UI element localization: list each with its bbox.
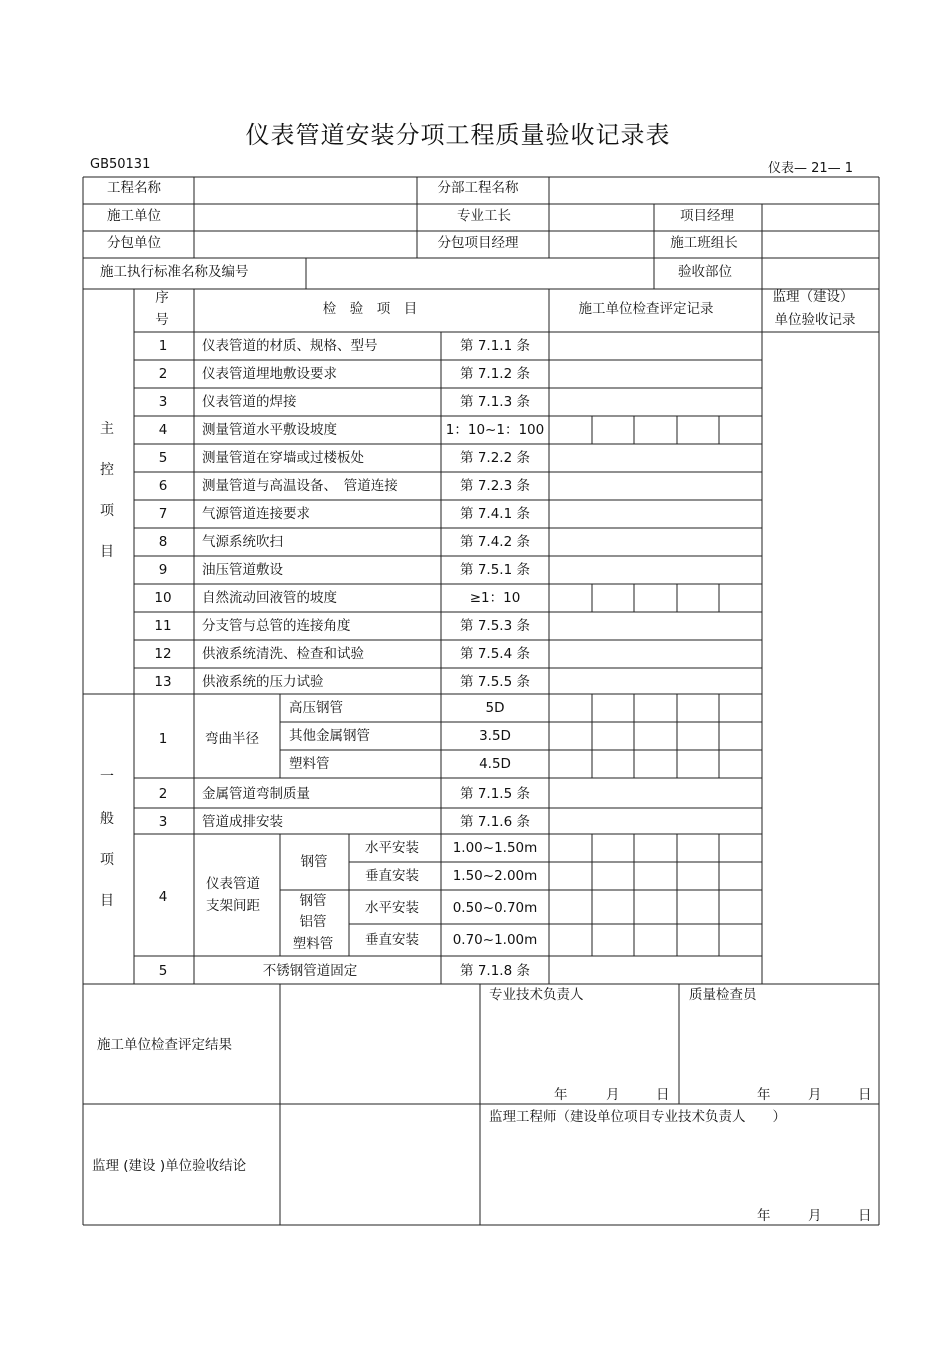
sub-project-manager-label: 分包项目经理: [437, 235, 519, 251]
main-item-clause: 第 7.4.2 条: [460, 534, 530, 550]
date-month: 月: [808, 1087, 822, 1103]
date-month: 月: [606, 1087, 620, 1103]
main-item-name: 供液系统清洗、检查和试验: [202, 646, 364, 662]
bend-row-value: 4.5D: [479, 756, 511, 772]
date-day: 日: [656, 1087, 670, 1103]
main-item-name: 测量管道在穿墙或过楼板处: [202, 450, 364, 466]
main-item-no: 9: [158, 562, 168, 578]
main-item-name: 仪表管道埋地敷设要求: [202, 366, 337, 382]
main-item-name: 自然流动回液管的坡度: [202, 590, 337, 606]
construction-result-label: 施工单位检查评定结果: [97, 1037, 232, 1053]
general-group-char: 一: [100, 769, 114, 785]
standard-label: 施工执行标准名称及编号: [100, 264, 249, 280]
general-group-char: 项: [100, 852, 114, 868]
supervision-result-label: 监理 (建设 )单位验收结论: [92, 1158, 247, 1174]
general-item-clause: 第 7.1.8 条: [460, 963, 530, 979]
install-spacing: 0.50~0.70m: [452, 900, 538, 916]
mixed-pipe-label-3: 塑料管: [292, 936, 334, 952]
main-item-no: 12: [154, 646, 172, 662]
main-item-clause: 第 7.1.1 条: [460, 338, 530, 354]
bend-row-name: 其他金属钢管: [289, 728, 370, 744]
item-header: 检 验 项 目: [322, 301, 418, 317]
general-item-no: 5: [158, 963, 168, 979]
project-name-label: 工程名称: [107, 180, 161, 196]
main-item-no: 11: [154, 618, 172, 634]
seq-header-1: 序: [155, 290, 169, 306]
general-item-name: 弯曲半径: [205, 731, 259, 747]
sub-project-label: 分部工程名称: [437, 180, 519, 196]
main-item-no: 8: [158, 534, 168, 550]
main-item-no: 5: [158, 450, 168, 466]
mixed-pipe-label-1: 钢管: [299, 893, 327, 909]
main-group-char: 控: [100, 462, 114, 478]
main-item-no: 2: [158, 366, 168, 382]
tech-lead-label: 专业技术负责人: [489, 987, 584, 1003]
team-leader-label: 施工班组长: [670, 235, 738, 251]
main-item-name: 供液系统的压力试验: [202, 674, 324, 690]
general-item-no: 1: [158, 731, 168, 747]
construction-record-header: 施工单位检查评定记录: [578, 301, 714, 317]
install-spacing: 1.00~1.50m: [452, 840, 538, 856]
general-item-name: 管道成排安装: [202, 814, 283, 830]
main-item-no: 7: [158, 506, 168, 522]
date-year: 年: [554, 1087, 568, 1103]
main-item-no: 10: [154, 590, 172, 606]
main-item-no: 13: [154, 674, 172, 690]
acceptance-part-label: 验收部位: [678, 264, 732, 280]
main-item-name: 气源系统吹扫: [202, 534, 283, 550]
main-item-clause: 第 7.1.2 条: [460, 366, 530, 382]
supervision-header-1: 监理（建设）: [772, 289, 854, 305]
main-item-clause: 第 7.5.1 条: [460, 562, 530, 578]
date-year: 年: [757, 1208, 771, 1224]
construction-unit-label: 施工单位: [107, 208, 161, 224]
install-mode: 垂直安装: [365, 868, 419, 884]
support-spacing-label-2: 支架间距: [206, 898, 260, 914]
main-item-clause: 第 7.5.4 条: [460, 646, 530, 662]
main-item-name: 油压管道敷设: [202, 562, 283, 578]
general-item-name: 不锈钢管道固定: [262, 963, 358, 979]
mixed-pipe-label-2: 铝管: [299, 914, 327, 930]
main-group-char: 项: [100, 503, 114, 519]
bend-row-name: 塑料管: [289, 756, 330, 772]
install-spacing: 0.70~1.00m: [452, 932, 538, 948]
main-item-clause: 第 7.1.3 条: [460, 394, 530, 410]
main-item-clause: 第 7.2.3 条: [460, 478, 530, 494]
subcontractor-label: 分包单位: [107, 235, 161, 251]
main-item-clause: 第 7.5.3 条: [460, 618, 530, 634]
date-month: 月: [808, 1208, 822, 1224]
main-item-no: 6: [158, 478, 168, 494]
install-spacing: 1.50~2.00m: [452, 868, 538, 884]
form-title: 仪表管道安装分项工程质量验收记录表: [245, 121, 671, 149]
form-code: 仪表— 21— 1: [768, 161, 854, 176]
supervisor-label: 监理工程师（建设单位项目专业技术负责人 ）: [489, 1109, 786, 1125]
project-manager-label: 项目经理: [680, 208, 734, 224]
main-group-char: 主: [100, 421, 114, 437]
supervision-header-2: 单位验收记录: [774, 312, 856, 328]
install-mode: 垂直安装: [365, 932, 419, 948]
main-item-name: 测量管道水平敷设坡度: [202, 422, 337, 438]
foreman-label: 专业工长: [457, 208, 511, 224]
date-day: 日: [858, 1087, 872, 1103]
date-day: 日: [858, 1208, 872, 1224]
general-item-no: 3: [158, 814, 168, 830]
main-item-clause: 1：10~1：100: [445, 422, 545, 438]
main-item-name: 测量管道与高温设备、 管道连接: [202, 478, 398, 494]
steel-pipe-label: 钢管: [300, 854, 328, 870]
quality-inspector-label: 质量检查员: [689, 987, 757, 1003]
general-group-char: 目: [100, 893, 114, 909]
date-year: 年: [757, 1087, 771, 1103]
general-item-clause: 第 7.1.5 条: [460, 786, 530, 802]
main-item-no: 4: [158, 422, 168, 438]
main-item-name: 仪表管道的焊接: [202, 394, 297, 410]
bend-row-value: 5D: [485, 700, 505, 716]
main-item-name: 分支管与总管的连接角度: [202, 618, 351, 634]
standard-code: GB50131: [90, 157, 151, 172]
main-item-name: 气源管道连接要求: [202, 506, 310, 522]
bend-row-value: 3.5D: [479, 728, 511, 744]
main-item-no: 1: [158, 338, 168, 354]
general-item-no: 2: [158, 786, 168, 802]
general-item-no: 4: [158, 889, 168, 905]
general-item-clause: 第 7.1.6 条: [460, 814, 530, 830]
support-spacing-label-1: 仪表管道: [206, 876, 260, 892]
install-mode: 水平安装: [365, 900, 419, 916]
main-item-clause: 第 7.5.5 条: [460, 674, 530, 690]
main-item-name: 仪表管道的材质、规格、型号: [202, 338, 378, 354]
bend-row-name: 高压钢管: [289, 700, 343, 716]
main-item-clause: 第 7.2.2 条: [460, 450, 530, 466]
install-mode: 水平安装: [365, 840, 419, 856]
seq-header-2: 号: [155, 312, 169, 328]
general-group-char: 般: [100, 811, 114, 827]
main-item-no: 3: [158, 394, 168, 410]
main-item-clause: ≥1：10: [469, 590, 521, 606]
main-group-char: 目: [100, 544, 114, 560]
general-item-name: 金属管道弯制质量: [202, 786, 310, 802]
main-item-clause: 第 7.4.1 条: [460, 506, 530, 522]
